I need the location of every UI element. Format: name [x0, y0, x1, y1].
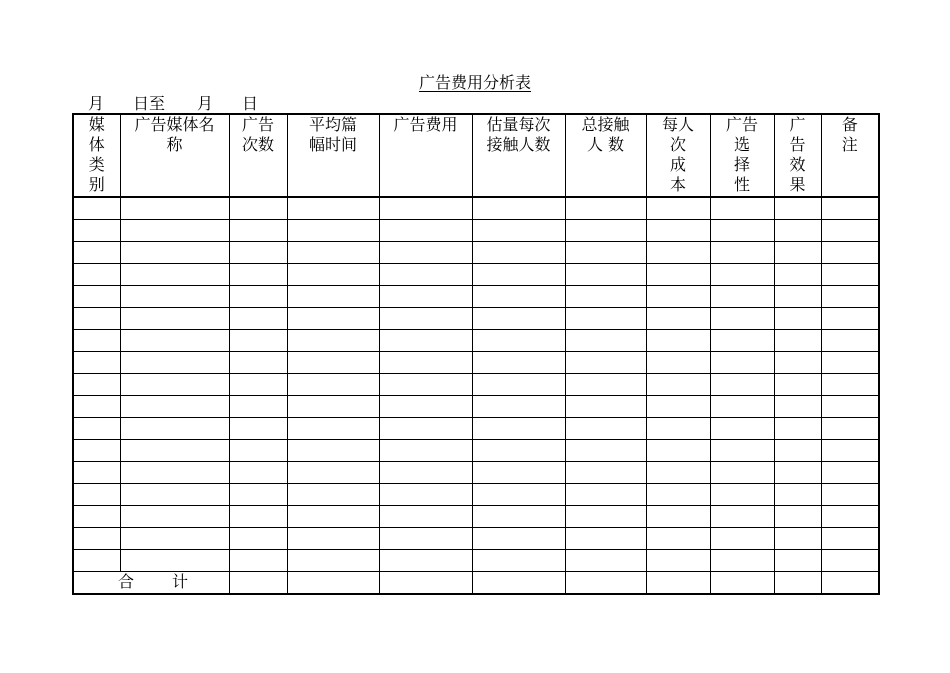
column-header-label: 广 告 效 果: [789, 115, 806, 194]
table-cell[interactable]: [710, 308, 774, 330]
table-cell[interactable]: [379, 197, 472, 220]
table-cell[interactable]: [646, 462, 710, 484]
table-body: [73, 197, 879, 594]
table-cell[interactable]: [120, 242, 229, 264]
table-row: [73, 462, 879, 484]
table-cell[interactable]: [774, 308, 821, 330]
table-cell[interactable]: [710, 506, 774, 528]
table-cell[interactable]: [287, 286, 379, 308]
table-cell[interactable]: [646, 396, 710, 418]
table-row: [73, 286, 879, 308]
table-cell[interactable]: [379, 264, 472, 286]
table-cell[interactable]: [229, 197, 287, 220]
table-cell[interactable]: [710, 396, 774, 418]
table-cell[interactable]: [472, 220, 565, 242]
table-cell[interactable]: [646, 286, 710, 308]
table-cell[interactable]: [565, 440, 646, 462]
table-cell[interactable]: [774, 396, 821, 418]
table-cell[interactable]: [472, 197, 565, 220]
table-cell[interactable]: [710, 220, 774, 242]
table-cell[interactable]: [379, 484, 472, 506]
table-cell[interactable]: [565, 396, 646, 418]
table-cell[interactable]: [774, 528, 821, 550]
table-cell[interactable]: [73, 462, 120, 484]
table-cell[interactable]: [821, 374, 879, 396]
table-cell[interactable]: [646, 506, 710, 528]
table-cell[interactable]: [379, 550, 472, 572]
table-row: [73, 484, 879, 506]
table-cell[interactable]: [710, 197, 774, 220]
column-header: [774, 114, 821, 197]
table-cell[interactable]: [120, 528, 229, 550]
column-header-label: 每人 次 成 本: [661, 115, 694, 194]
table-cell[interactable]: [73, 374, 120, 396]
total-cell[interactable]: [774, 572, 821, 595]
table-cell[interactable]: [120, 352, 229, 374]
table-cell[interactable]: [646, 220, 710, 242]
table-row: [73, 352, 879, 374]
table-cell[interactable]: [821, 462, 879, 484]
table-cell[interactable]: [379, 440, 472, 462]
table-cell[interactable]: [73, 352, 120, 374]
table-cell[interactable]: [821, 396, 879, 418]
table-cell[interactable]: [120, 286, 229, 308]
table-cell[interactable]: [379, 286, 472, 308]
table-cell[interactable]: [565, 462, 646, 484]
table-cell[interactable]: [73, 264, 120, 286]
table-cell[interactable]: [565, 264, 646, 286]
table-cell[interactable]: [774, 506, 821, 528]
table-cell[interactable]: [287, 308, 379, 330]
table-cell[interactable]: [774, 440, 821, 462]
column-header: [379, 114, 472, 197]
table-cell[interactable]: [565, 197, 646, 220]
table-cell[interactable]: [472, 528, 565, 550]
table-cell[interactable]: [774, 462, 821, 484]
ad-cost-analysis-table: [72, 113, 880, 595]
table-cell[interactable]: [565, 330, 646, 352]
table-cell[interactable]: [379, 330, 472, 352]
table-cell[interactable]: [379, 396, 472, 418]
table-cell[interactable]: [229, 264, 287, 286]
table-cell[interactable]: [229, 484, 287, 506]
column-header: [821, 114, 879, 197]
table-cell[interactable]: [379, 506, 472, 528]
table-cell[interactable]: [710, 286, 774, 308]
table-cell[interactable]: [821, 330, 879, 352]
table-cell[interactable]: [774, 550, 821, 572]
column-header-label: 总接触 人 数: [581, 115, 630, 154]
column-header: [229, 114, 287, 197]
table-cell[interactable]: [73, 197, 120, 220]
column-header: [120, 114, 229, 197]
table-cell[interactable]: [565, 286, 646, 308]
table-cell[interactable]: [73, 484, 120, 506]
document-title: 广告费用分析表: [418, 73, 531, 92]
table-cell[interactable]: [821, 264, 879, 286]
table-cell[interactable]: [379, 418, 472, 440]
table-cell[interactable]: [646, 197, 710, 220]
table-cell[interactable]: [774, 264, 821, 286]
table-row: [73, 220, 879, 242]
table-cell[interactable]: [120, 308, 229, 330]
table-cell[interactable]: [287, 484, 379, 506]
table-cell[interactable]: [565, 220, 646, 242]
table-cell[interactable]: [710, 330, 774, 352]
table-cell[interactable]: [774, 352, 821, 374]
table-cell[interactable]: [73, 506, 120, 528]
table-cell[interactable]: [821, 242, 879, 264]
table-cell[interactable]: [120, 374, 229, 396]
table-cell[interactable]: [73, 308, 120, 330]
table-cell[interactable]: [287, 440, 379, 462]
table-cell[interactable]: [646, 242, 710, 264]
table-cell[interactable]: [229, 418, 287, 440]
column-header-label: 媒 体 类 别: [88, 115, 105, 194]
table-cell[interactable]: [710, 528, 774, 550]
table-cell[interactable]: [646, 418, 710, 440]
table-cell[interactable]: [774, 374, 821, 396]
total-cell[interactable]: [565, 572, 646, 595]
column-header-label: 平均篇 幅时间: [308, 115, 357, 154]
table-cell[interactable]: [229, 242, 287, 264]
date-day-end: 日: [242, 94, 259, 113]
date-month-start: 月: [88, 94, 105, 113]
table-cell[interactable]: [565, 528, 646, 550]
table-cell[interactable]: [229, 528, 287, 550]
table-cell[interactable]: [229, 308, 287, 330]
table-cell[interactable]: [710, 440, 774, 462]
table-cell[interactable]: [120, 440, 229, 462]
table-row: [73, 264, 879, 286]
table-cell[interactable]: [565, 352, 646, 374]
table-cell[interactable]: [472, 352, 565, 374]
table-cell[interactable]: [229, 352, 287, 374]
table-cell[interactable]: [646, 374, 710, 396]
table-row: [73, 330, 879, 352]
table-cell[interactable]: [472, 462, 565, 484]
table-cell[interactable]: [287, 264, 379, 286]
table-cell[interactable]: [821, 352, 879, 374]
table-cell[interactable]: [287, 330, 379, 352]
table-cell[interactable]: [229, 220, 287, 242]
column-header: [710, 114, 774, 197]
table-cell[interactable]: [821, 528, 879, 550]
table-cell[interactable]: [710, 242, 774, 264]
table-cell[interactable]: [229, 550, 287, 572]
table-cell[interactable]: [472, 440, 565, 462]
table-cell[interactable]: [710, 418, 774, 440]
table-cell[interactable]: [565, 484, 646, 506]
table-row: [73, 528, 879, 550]
table-cell[interactable]: [379, 242, 472, 264]
table-cell[interactable]: [120, 462, 229, 484]
table-cell[interactable]: [565, 374, 646, 396]
table-cell[interactable]: [379, 352, 472, 374]
total-label-ji: 计: [172, 572, 189, 591]
table-cell[interactable]: [73, 242, 120, 264]
table-row: [73, 374, 879, 396]
table-cell[interactable]: [646, 264, 710, 286]
table-cell[interactable]: [821, 440, 879, 462]
table-cell[interactable]: [821, 506, 879, 528]
column-header: [565, 114, 646, 197]
table-row: [73, 506, 879, 528]
date-day-start-to: 日至: [133, 94, 166, 113]
total-label-cell: [73, 572, 229, 595]
table-cell[interactable]: [821, 418, 879, 440]
table-row: [73, 440, 879, 462]
table-cell[interactable]: [287, 550, 379, 572]
table-cell[interactable]: [73, 418, 120, 440]
table-cell[interactable]: [646, 352, 710, 374]
table-cell[interactable]: [710, 462, 774, 484]
table-cell[interactable]: [73, 396, 120, 418]
table-cell[interactable]: [120, 506, 229, 528]
table-cell[interactable]: [287, 242, 379, 264]
table-cell[interactable]: [565, 506, 646, 528]
table-cell[interactable]: [646, 484, 710, 506]
table-header-row: [73, 114, 879, 197]
table-cell[interactable]: [710, 484, 774, 506]
table-cell[interactable]: [565, 308, 646, 330]
table-cell[interactable]: [120, 550, 229, 572]
table-cell[interactable]: [472, 264, 565, 286]
column-header-label: 广告 次数: [241, 115, 274, 154]
table-cell[interactable]: [120, 484, 229, 506]
table-cell[interactable]: [774, 330, 821, 352]
table-cell[interactable]: [821, 484, 879, 506]
table-cell[interactable]: [821, 550, 879, 572]
table-cell[interactable]: [472, 484, 565, 506]
table-cell[interactable]: [646, 330, 710, 352]
table-cell[interactable]: [73, 220, 120, 242]
table-cell[interactable]: [774, 220, 821, 242]
table-cell[interactable]: [229, 330, 287, 352]
table-cell[interactable]: [646, 528, 710, 550]
table-cell[interactable]: [73, 286, 120, 308]
table-cell[interactable]: [229, 286, 287, 308]
table-cell[interactable]: [710, 550, 774, 572]
table-cell[interactable]: [821, 308, 879, 330]
table-cell[interactable]: [229, 462, 287, 484]
table-cell[interactable]: [120, 197, 229, 220]
table-cell[interactable]: [710, 352, 774, 374]
total-cell[interactable]: [229, 572, 287, 595]
table-cell[interactable]: [646, 550, 710, 572]
table-cell[interactable]: [287, 374, 379, 396]
total-row: [73, 572, 879, 595]
column-header-label: 广告费用: [393, 115, 458, 134]
total-cell[interactable]: [821, 572, 879, 595]
table-cell[interactable]: [472, 418, 565, 440]
table-cell[interactable]: [646, 308, 710, 330]
table-cell[interactable]: [379, 308, 472, 330]
table-cell[interactable]: [287, 418, 379, 440]
table-row: [73, 197, 879, 220]
table-cell[interactable]: [120, 264, 229, 286]
total-cell[interactable]: [379, 572, 472, 595]
table-cell[interactable]: [774, 286, 821, 308]
table-cell[interactable]: [472, 330, 565, 352]
table-cell[interactable]: [472, 550, 565, 572]
table-cell[interactable]: [472, 396, 565, 418]
table-cell[interactable]: [710, 264, 774, 286]
table-cell[interactable]: [229, 396, 287, 418]
table-cell[interactable]: [287, 528, 379, 550]
table-cell[interactable]: [73, 528, 120, 550]
table-cell[interactable]: [120, 418, 229, 440]
table-cell[interactable]: [73, 440, 120, 462]
table-cell[interactable]: [472, 374, 565, 396]
column-header-label: 广告 选 择 性: [725, 115, 758, 194]
table-cell[interactable]: [472, 506, 565, 528]
table-cell[interactable]: [774, 418, 821, 440]
table-cell[interactable]: [287, 462, 379, 484]
table-cell[interactable]: [565, 418, 646, 440]
column-header-label: 估量每次 接触人数: [486, 115, 551, 154]
table-cell[interactable]: [287, 396, 379, 418]
total-cell[interactable]: [710, 572, 774, 595]
column-header-label: 广告媒体名 称: [134, 115, 215, 154]
table-cell[interactable]: [379, 374, 472, 396]
column-header: [472, 114, 565, 197]
table-row: [73, 242, 879, 264]
table-cell[interactable]: [379, 220, 472, 242]
total-cell[interactable]: [287, 572, 379, 595]
table-row: [73, 308, 879, 330]
total-label-he: 合: [118, 572, 135, 591]
table-row: [73, 396, 879, 418]
table-cell[interactable]: [821, 197, 879, 220]
table-cell[interactable]: [229, 374, 287, 396]
total-cell[interactable]: [646, 572, 710, 595]
column-header-label: 备 注: [841, 115, 858, 154]
table-cell[interactable]: [287, 220, 379, 242]
table-cell[interactable]: [120, 220, 229, 242]
table-cell[interactable]: [472, 286, 565, 308]
table-cell[interactable]: [710, 374, 774, 396]
column-header: [73, 114, 120, 197]
table-cell[interactable]: [379, 462, 472, 484]
table-cell[interactable]: [73, 330, 120, 352]
table-cell[interactable]: [821, 220, 879, 242]
total-cell[interactable]: [472, 572, 565, 595]
table-cell[interactable]: [774, 484, 821, 506]
table-cell[interactable]: [73, 550, 120, 572]
table-cell[interactable]: [565, 242, 646, 264]
table-cell[interactable]: [287, 506, 379, 528]
table-cell[interactable]: [774, 242, 821, 264]
table-cell[interactable]: [120, 330, 229, 352]
table-row: [73, 550, 879, 572]
table-cell[interactable]: [646, 440, 710, 462]
table-cell[interactable]: [287, 352, 379, 374]
table-cell[interactable]: [774, 197, 821, 220]
column-header: [287, 114, 379, 197]
table-cell[interactable]: [229, 506, 287, 528]
table-cell[interactable]: [472, 242, 565, 264]
table-cell[interactable]: [821, 286, 879, 308]
table-cell[interactable]: [229, 440, 287, 462]
table-row: [73, 418, 879, 440]
table-cell[interactable]: [120, 396, 229, 418]
table-cell[interactable]: [472, 308, 565, 330]
table-cell[interactable]: [379, 528, 472, 550]
date-month-end: 月: [197, 94, 214, 113]
table-cell[interactable]: [565, 550, 646, 572]
column-header: [646, 114, 710, 197]
table-cell[interactable]: [287, 197, 379, 220]
